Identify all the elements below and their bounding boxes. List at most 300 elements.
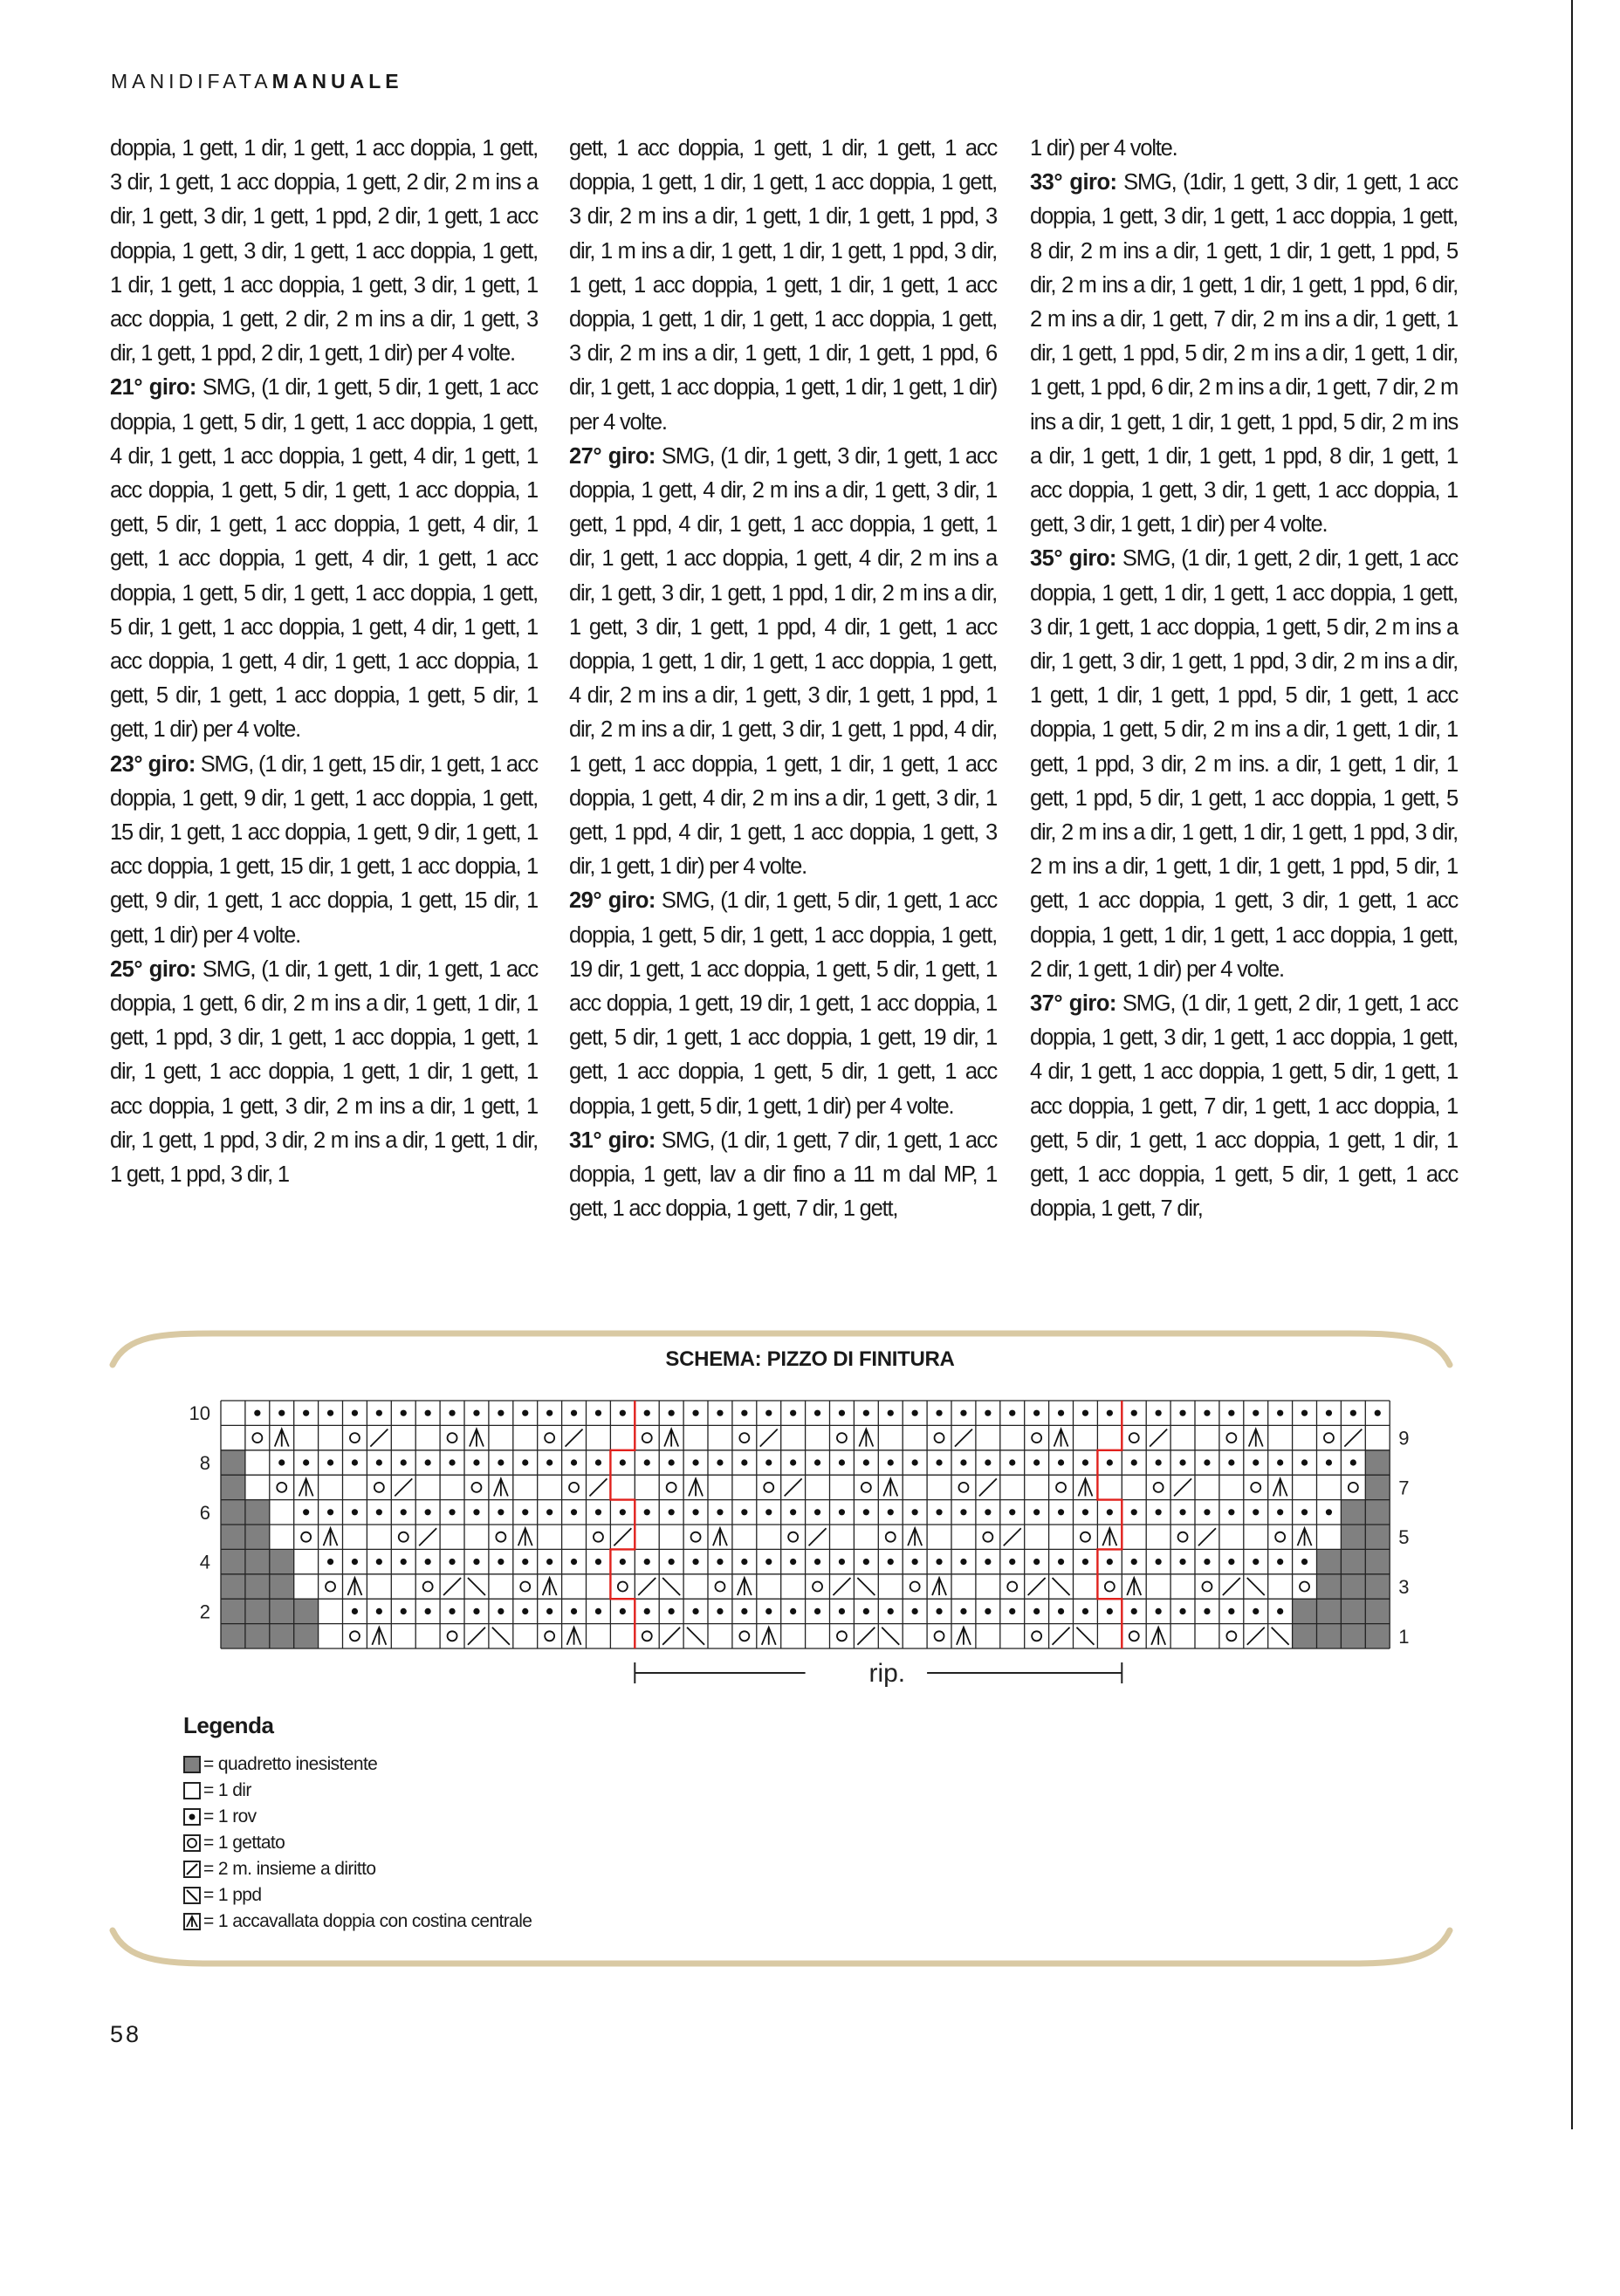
double-decrease-mark [664, 1429, 678, 1447]
purl-dot [1058, 1459, 1064, 1465]
empty-square-icon [183, 1782, 201, 1799]
k2tog-mark [662, 1628, 680, 1645]
k2tog-mark [760, 1429, 778, 1447]
k2tog-mark [443, 1578, 461, 1595]
double-decrease-mark [932, 1578, 946, 1595]
k2tog-mark [955, 1429, 972, 1447]
yarn-over-circle [1349, 1483, 1358, 1492]
purl-dot [936, 1459, 942, 1465]
purl-dot [936, 1410, 942, 1416]
ppd-mark [1247, 1578, 1265, 1595]
purl-dot [717, 1509, 723, 1515]
double-decrease-mark [299, 1478, 313, 1496]
k2tog-mark [1174, 1478, 1191, 1496]
purl-dot [1228, 1410, 1234, 1416]
purl-dot [790, 1559, 796, 1565]
yarn-over-circle [1056, 1483, 1066, 1492]
purl-dot [985, 1410, 991, 1416]
legend-label: = 1 accavallata doppia con costina centrale [203, 1911, 532, 1931]
double-decrease-mark [470, 1429, 484, 1447]
purl-dot [1179, 1459, 1185, 1465]
purl-dot [863, 1410, 869, 1416]
yarn-over-circle [326, 1582, 335, 1592]
yarn-over-circle [1081, 1532, 1090, 1542]
purl-dot [717, 1559, 723, 1565]
ppd-mark [882, 1628, 899, 1645]
purl-dot [401, 1509, 407, 1515]
inexistent-cell [1341, 1549, 1365, 1573]
purl-dot [595, 1459, 601, 1465]
inexistent-cell [221, 1574, 245, 1599]
purl-dot [425, 1608, 431, 1614]
inexistent-cell [1341, 1500, 1365, 1525]
purl-dot [888, 1459, 894, 1465]
purl-dot [912, 1410, 918, 1416]
purl-dot [888, 1410, 894, 1416]
purl-dot [1301, 1459, 1308, 1465]
purl-dot [1033, 1608, 1040, 1614]
legend-label: = 1 ppd [203, 1885, 262, 1905]
row-number: 1 [1398, 1625, 1410, 1648]
yarn-over-circle [1178, 1532, 1188, 1542]
purl-dot [839, 1459, 845, 1465]
purl-dot [741, 1559, 747, 1565]
purl-dot [1082, 1410, 1088, 1416]
purl-dot [1156, 1410, 1162, 1416]
purl-dot [765, 1459, 772, 1465]
yarn-over-circle [594, 1532, 603, 1542]
purl-dot [352, 1410, 358, 1416]
purl-dot [644, 1608, 650, 1614]
purl-dot [546, 1459, 553, 1465]
inexistent-cell [221, 1525, 245, 1549]
inexistent-cell [221, 1450, 245, 1475]
inexistent-cell [1341, 1624, 1365, 1648]
purl-dot [1131, 1608, 1137, 1614]
double-decrease-mark [1249, 1429, 1263, 1447]
yarn-over-circle [350, 1433, 360, 1443]
purl-dot [692, 1509, 698, 1515]
purl-dot [839, 1559, 845, 1565]
legend-item [183, 1830, 532, 1856]
yarn-over-circle [1226, 1631, 1236, 1641]
yarn-over-circle [691, 1532, 701, 1542]
inexistent-cell [1317, 1574, 1342, 1599]
paragraph-text: SMG, (1 dir, 1 gett, 2 dir, 1 gett, 1 acc doppia, 1 gett, 3 dir, 1 gett, 1 acc doppia, 1 gett, 4 dir, 1 gett, 1 acc doppia, 1 gett, 5 dir, 1 gett, 1 acc doppia, 1 gett, 7 dir, 1 gett, 1 acc doppia, 1 gett, 5 dir, 1 gett, 1 acc doppia, 1 gett, 1 dir, 1 gett, 1 acc doppia, 1 gett, 5 dir, 1 gett, 1 acc doppia, 1 gett, 7 dir, [1030, 991, 1458, 1222]
purl-dot [1228, 1559, 1234, 1565]
double-decrease-mark [957, 1628, 971, 1645]
purl-dot [1301, 1509, 1308, 1515]
yarn-over-circle [448, 1631, 457, 1641]
purl-dot [644, 1559, 650, 1565]
purl-dot [303, 1459, 309, 1465]
purl-dot [790, 1608, 796, 1614]
k2tog-mark [638, 1578, 656, 1595]
purl-dot [888, 1608, 894, 1614]
double-decrease-mark [859, 1429, 873, 1447]
k2tog-mark [566, 1429, 583, 1447]
purl-dot [571, 1410, 577, 1416]
yarn-over-circle [983, 1532, 992, 1542]
purl-dot [1204, 1459, 1210, 1465]
purl-dot [1058, 1608, 1064, 1614]
purl-dot [765, 1608, 772, 1614]
double-decrease-square-icon [183, 1913, 201, 1930]
yarn-over-circle [837, 1433, 847, 1443]
purl-dot [960, 1410, 966, 1416]
purl-dot [936, 1559, 942, 1565]
legend-label: = 2 m. insieme a diritto [203, 1859, 376, 1879]
purl-dot [1277, 1459, 1283, 1465]
repeat-label: rip. [868, 1659, 906, 1688]
purl-dot [498, 1559, 504, 1565]
purl-dot [1277, 1608, 1283, 1614]
purl-dot [1009, 1459, 1015, 1465]
yarn-over-circle [958, 1483, 968, 1492]
double-decrease-mark [494, 1478, 508, 1496]
purl-dot [1326, 1509, 1332, 1515]
purl-dot [620, 1459, 626, 1465]
inexistent-cell [221, 1599, 245, 1623]
purl-dot [1253, 1559, 1259, 1565]
legend-label: = 1 gettato [203, 1833, 285, 1853]
inexistent-cell [1341, 1574, 1365, 1599]
yarn-over-circle [1032, 1433, 1041, 1443]
row-number: 4 [199, 1551, 210, 1573]
purl-dot [1350, 1410, 1356, 1416]
purl-dot [669, 1509, 675, 1515]
k2tog-mark [1004, 1528, 1021, 1546]
inexistent-cell [221, 1549, 245, 1573]
purl-dot [669, 1559, 675, 1565]
yarn-over-circle [861, 1483, 871, 1492]
double-decrease-mark [275, 1429, 289, 1447]
legend-item [183, 1751, 532, 1778]
purl-dot [473, 1509, 479, 1515]
yarn-over-circle [471, 1483, 481, 1492]
ppd-mark [492, 1628, 510, 1645]
paragraph-text: SMG, (1dir, 1 gett, 3 dir, 1 gett, 1 acc doppia, 1 gett, 3 dir, 1 gett, 1 acc doppia, 1 gett, 8 dir, 2 m ins a dir, 1 gett, 1 dir, 1 gett, 1 ppd, 5 dir, 2 m ins a dir, 1 gett, 1 dir, 1 gett, 1 ppd, 6 dir, 2 m ins a dir, 1 gett, 7 dir, 2 m ins a dir, 1 gett, 1 dir, 1 gett, 1 ppd, 5 dir, 2 m ins a dir, 1 gett, 1 dir, 1 gett, 1 ppd, 6 dir, 2 m ins a dir, 1 gett, 7 dir, 2 m ins a dir, 1 gett, 1 dir, 1 gett, 1 ppd, 5 dir, 2 m ins a dir, 1 gett, 1 dir, 1 gett, 1 ppd, 8 dir, 1 gett, 1 acc doppia, 1 gett, 3 dir, 1 gett, 1 acc doppia, 1 gett, 3 dir, 1 gett, 1 dir) per 4 volte. [1030, 170, 1458, 538]
purl-dot [790, 1410, 796, 1416]
purl-dot [1131, 1559, 1137, 1565]
purl-dot [960, 1608, 966, 1614]
purl-dot [1253, 1410, 1259, 1416]
purl-dot [449, 1410, 455, 1416]
double-decrease-mark [347, 1578, 361, 1595]
yarn-over-circle [1300, 1582, 1309, 1592]
purl-dot [839, 1608, 845, 1614]
paragraph-text: 1 dir) per 4 volte. [1030, 136, 1177, 161]
inexistent-cell [245, 1574, 270, 1599]
inexistent-cell [1365, 1624, 1390, 1648]
yarn-over-circle [739, 1433, 749, 1443]
purl-dot [912, 1608, 918, 1614]
purl-dot [863, 1459, 869, 1465]
purl-dot [620, 1410, 626, 1416]
purl-dot [1033, 1410, 1040, 1416]
purl-dot [692, 1559, 698, 1565]
purl-dot [765, 1410, 772, 1416]
purl-dot [1107, 1410, 1113, 1416]
paragraph-text: doppia, 1 gett, 1 dir, 1 gett, 1 acc doppia, 1 gett, 3 dir, 1 gett, 1 acc doppia, 1 gett, 2 dir, 2 m ins a dir, 1 gett, 3 dir, 1 gett, 1 ppd, 2 dir, 1 gett, 1 acc doppia, 1 gett, 3 dir, 1 gett, 1 acc doppia, 1 gett, 1 dir, 1 gett, 1 acc doppia, 1 gett, 3 dir, 1 gett, 1 acc doppia, 1 gett, 2 dir, 2 m ins a dir, 1 gett, 3 dir, 1 gett, 1 ppd, 2 dir, 1 gett, 1 dir) per 4 volte. [110, 136, 538, 367]
purl-dot [985, 1509, 991, 1515]
purl-dot [546, 1509, 553, 1515]
paragraph-text: SMG, (1 dir, 1 gett, 15 dir, 1 gett, 1 acc doppia, 1 gett, 9 dir, 1 gett, 1 acc doppia, 1 gett, 15 dir, 1 gett, 1 acc doppia, 1 gett, 9 dir, 1 gett, 1 acc doppia, 1 gett, 15 dir, 1 gett, 1 acc doppia, 1 gett, 9 dir, 1 gett, 1 acc doppia, 1 gett, 15 dir, 1 gett, 1 dir) per 4 volte. [110, 751, 538, 948]
double-decrease-mark [1127, 1578, 1141, 1595]
k2tog-mark [809, 1528, 827, 1546]
purl-dot [571, 1459, 577, 1465]
purl-dot [644, 1509, 650, 1515]
k2tog-mark [419, 1528, 436, 1546]
inexistent-cell [1365, 1500, 1390, 1525]
inexistent-cell [294, 1624, 319, 1648]
purl-dot [498, 1608, 504, 1614]
inexistent-cell [245, 1624, 270, 1648]
purl-dot [522, 1459, 528, 1465]
purl-dot [765, 1559, 772, 1565]
double-decrease-mark [543, 1578, 557, 1595]
row-number: 3 [1398, 1575, 1410, 1598]
purl-dot [1156, 1509, 1162, 1515]
purl-dot [401, 1608, 407, 1614]
purl-dot [1204, 1509, 1210, 1515]
yarn-over-circle [886, 1532, 896, 1542]
purl-dot [1009, 1410, 1015, 1416]
purl-dot [449, 1559, 455, 1565]
inexistent-cell [1365, 1549, 1390, 1573]
k2tog-mark [785, 1478, 802, 1496]
yarn-over-circle [545, 1433, 554, 1443]
purl-dot [1131, 1410, 1137, 1416]
round-heading: 33° giro: [1030, 170, 1117, 195]
paragraph-text: SMG, (1 dir, 1 gett, 7 dir, 1 gett, 1 acc doppia, 1 gett, lav a dir fino a 11 m dal MP, 1 gett, 1 acc doppia, 1 gett, 7 dir, 1 gett, [569, 1127, 997, 1222]
purl-dot [1082, 1509, 1088, 1515]
yarn-over-circle [448, 1433, 457, 1443]
purl-dot [1228, 1459, 1234, 1465]
purl-dot [1107, 1608, 1113, 1614]
double-decrease-mark [1078, 1478, 1092, 1496]
purl-dot [401, 1459, 407, 1465]
purl-dot [546, 1559, 553, 1565]
purl-dot [595, 1608, 601, 1614]
purl-dot [1082, 1459, 1088, 1465]
inexistent-cell [270, 1574, 294, 1599]
purl-dot [401, 1559, 407, 1565]
ppd-mark [662, 1578, 680, 1595]
purl-dot [376, 1410, 382, 1416]
purl-dot [960, 1459, 966, 1465]
purl-dot [669, 1410, 675, 1416]
purl-dot [669, 1608, 675, 1614]
purl-dot [863, 1559, 869, 1565]
purl-dot [1131, 1459, 1137, 1465]
legend-item [183, 1778, 532, 1804]
double-decrease-mark [762, 1628, 776, 1645]
purl-dot [1082, 1608, 1088, 1614]
purl-dot [1179, 1559, 1185, 1565]
k2tog-mark [1028, 1578, 1046, 1595]
purl-dot [352, 1559, 358, 1565]
purl-dot [449, 1459, 455, 1465]
double-decrease-mark [1273, 1478, 1287, 1496]
purl-dot [1277, 1509, 1283, 1515]
purl-dot [278, 1410, 285, 1416]
inexistent-cell [1365, 1475, 1390, 1499]
legend-label: = 1 dir [203, 1780, 251, 1800]
ppd-mark [1272, 1628, 1289, 1645]
k2tog-mark [1344, 1429, 1362, 1447]
k2tog-mark [589, 1478, 607, 1496]
purl-dot [741, 1459, 747, 1465]
legend-label: = 1 rov [203, 1806, 257, 1827]
yarn-over-circle [910, 1582, 920, 1592]
purl-dot [717, 1459, 723, 1465]
purl-dot [1033, 1559, 1040, 1565]
purl-dot [1277, 1559, 1283, 1565]
paragraph-text: SMG, (1 dir, 1 gett, 1 dir, 1 gett, 1 acc doppia, 1 gett, 6 dir, 2 m ins a dir, 1 gett, 1 dir, 1 gett, 1 ppd, 3 dir, 1 gett, 1 acc doppia, 1 gett, 1 dir, 1 gett, 1 acc doppia, 1 gett, 1 dir, 1 gett, 1 acc doppia, 1 gett, 3 dir, 2 m ins a dir, 1 gett, 1 dir, 1 gett, 1 ppd, 3 dir, 2 m ins a dir, 1 gett, 1 dir, 1 gett, 1 ppd, 3 dir, 1 [110, 956, 538, 1188]
k2tog-mark [370, 1429, 388, 1447]
double-decrease-mark [1054, 1429, 1068, 1447]
purl-dot [352, 1608, 358, 1614]
purl-dot [473, 1559, 479, 1565]
inexistent-cell [245, 1549, 270, 1573]
purl-dot [741, 1410, 747, 1416]
inexistent-cell [1317, 1599, 1342, 1623]
k2tog-mark [1198, 1528, 1216, 1546]
yarn-over-circle [252, 1433, 262, 1443]
purl-dot [1301, 1410, 1308, 1416]
purl-dot [1009, 1559, 1015, 1565]
purl-dot [1107, 1459, 1113, 1465]
purl-dot [425, 1509, 431, 1515]
paragraph-text: SMG, (1 dir, 1 gett, 2 dir, 1 gett, 1 acc doppia, 1 gett, 1 dir, 1 gett, 1 acc doppia, 1 gett, 3 dir, 1 gett, 1 acc doppia, 1 gett, 5 dir, 2 m ins a dir, 1 gett, 3 dir, 1 gett, 1 ppd, 3 dir, 2 m ins a dir, 1 gett, 1 dir, 1 gett, 1 ppd, 5 dir, 1 gett, 1 acc doppia, 1 gett, 5 dir, 2 m ins a dir, 1 gett, 1 dir, 1 gett, 1 ppd, 3 dir, 2 m ins. a dir, 1 gett, 1 dir, 1 gett, 1 ppd, 5 dir, 1 gett, 1 acc doppia, 1 gett, 5 dir, 2 m ins a dir, 1 gett, 1 dir, 1 gett, 1 ppd, 3 dir, 2 m ins a dir, 1 gett, 1 dir, 1 gett, 1 ppd, 5 dir, 1 gett, 1 acc doppia, 1 gett, 3 dir, 1 gett, 1 acc doppia, 1 gett, 1 dir, 1 gett, 1 acc doppia, 1 gett, 2 dir, 1 gett, 1 dir) per 4 volte. [1030, 546, 1458, 982]
purl-dot [1204, 1608, 1210, 1614]
purl-dot [814, 1459, 820, 1465]
inexistent-cell [1365, 1574, 1390, 1599]
purl-dot [960, 1509, 966, 1515]
purl-dot [327, 1509, 333, 1515]
yarn-over-circle [739, 1631, 749, 1641]
k2tog-mark [1223, 1578, 1240, 1595]
purl-dot [985, 1559, 991, 1565]
purl-dot [571, 1509, 577, 1515]
schema-title: SCHEMA: PIZZO DI FINITURA [665, 1347, 955, 1371]
slash-square-icon [183, 1861, 201, 1878]
purl-dot [1082, 1559, 1088, 1565]
purl-dot [522, 1509, 528, 1515]
purl-dot [741, 1509, 747, 1515]
purl-dot [522, 1559, 528, 1565]
purl-dot [1253, 1608, 1259, 1614]
yarn-over-circle [837, 1631, 847, 1641]
purl-dot [814, 1509, 820, 1515]
purl-dot [1301, 1559, 1308, 1565]
k2tog-mark [833, 1578, 850, 1595]
yarn-over-circle [569, 1483, 579, 1492]
header-brand: MANIDIFATA [111, 70, 272, 93]
purl-dot [936, 1608, 942, 1614]
purl-dot [912, 1559, 918, 1565]
yarn-over-circle [642, 1433, 652, 1443]
purl-dot [1058, 1509, 1064, 1515]
row-number: 9 [1398, 1427, 1410, 1450]
row-number: 2 [199, 1600, 210, 1623]
purl-dot [595, 1559, 601, 1565]
purl-dot [717, 1410, 723, 1416]
double-decrease-mark [713, 1528, 727, 1546]
yarn-over-circle [1032, 1631, 1041, 1641]
purl-dot [1107, 1559, 1113, 1565]
purl-dot [644, 1459, 650, 1465]
purl-dot [1033, 1509, 1040, 1515]
purl-dot [985, 1608, 991, 1614]
row-number: 6 [199, 1501, 210, 1524]
purl-dot [863, 1509, 869, 1515]
row-number: 10 [189, 1402, 210, 1425]
double-decrease-mark [883, 1478, 897, 1496]
purl-dot [1058, 1559, 1064, 1565]
yarn-over-circle [1324, 1433, 1334, 1443]
double-decrease-mark [518, 1528, 532, 1546]
yarn-over-circle [1129, 1631, 1139, 1641]
purl-dot [1204, 1410, 1210, 1416]
purl-dot [1375, 1410, 1381, 1416]
purl-dot [1179, 1410, 1185, 1416]
purl-dot [473, 1459, 479, 1465]
purl-dot [936, 1509, 942, 1515]
purl-dot [1058, 1410, 1064, 1416]
yarn-over-circle [618, 1582, 628, 1592]
k2tog-mark [1053, 1628, 1070, 1645]
paragraph-text: SMG, (1 dir, 1 gett, 5 dir, 1 gett, 1 acc doppia, 1 gett, 5 dir, 1 gett, 1 acc doppia, 1 gett, 4 dir, 1 gett, 1 acc doppia, 1 gett, 4 dir, 1 gett, 1 acc doppia, 1 gett, 5 dir, 1 gett, 1 acc doppia, 1 gett, 5 dir, 1 gett, 1 acc doppia, 1 gett, 4 dir, 1 gett, 1 acc doppia, 1 gett, 4 dir, 1 gett, 1 acc doppia, 1 gett, 5 dir, 1 gett, 1 acc doppia, 1 gett, 5 dir, 1 gett, 1 acc doppia, 1 gett, 4 dir, 1 gett, 1 acc doppia, 1 gett, 4 dir, 1 gett, 1 acc doppia, 1 gett, 5 dir, 1 gett, 1 acc doppia, 1 gett, 5 dir, 1 gett, 1 dir) per 4 volte. [110, 375, 538, 743]
yarn-over-circle [935, 1433, 944, 1443]
circle-square-icon [183, 1834, 201, 1852]
inexistent-cell [1341, 1599, 1365, 1623]
round-heading: 29° giro: [569, 888, 656, 914]
double-decrease-mark [689, 1478, 703, 1496]
k2tog-mark [614, 1528, 631, 1546]
purl-dot [254, 1410, 260, 1416]
purl-dot [1131, 1509, 1137, 1515]
purl-dot [425, 1410, 431, 1416]
paragraph-text: SMG, (1 dir, 1 gett, 3 dir, 1 gett, 1 acc doppia, 1 gett, 4 dir, 2 m ins a dir, 1 gett, 3 dir, 1 gett, 1 ppd, 4 dir, 1 gett, 1 acc doppia, 1 gett, 1 dir, 1 gett, 1 acc doppia, 1 gett, 4 dir, 2 m ins a dir, 1 gett, 3 dir, 1 gett, 1 ppd, 1 dir, 2 m ins a dir, 1 gett, 3 dir, 1 gett, 1 ppd, 4 dir, 1 gett, 1 acc doppia, 1 gett, 1 dir, 1 gett, 1 acc doppia, 1 gett, 4 dir, 2 m ins a dir, 1 gett, 3 dir, 1 gett, 1 ppd, 1 dir, 2 m ins a dir, 1 gett, 3 dir, 1 gett, 1 ppd, 4 dir, 1 gett, 1 acc doppia, 1 gett, 1 dir, 1 gett, 1 acc doppia, 1 gett, 4 dir, 2 m ins a dir, 1 gett, 3 dir, 1 gett, 1 ppd, 4 dir, 1 gett, 1 acc doppia, 1 gett, 3 dir, 1 gett, 1 dir) per 4 volte. [569, 443, 997, 880]
purl-dot [912, 1509, 918, 1515]
purl-dot [327, 1410, 333, 1416]
yarn-over-circle [1129, 1433, 1139, 1443]
k2tog-mark [395, 1478, 412, 1496]
round-heading: 23° giro: [110, 751, 196, 777]
purl-dot [839, 1509, 845, 1515]
purl-dot [814, 1608, 820, 1614]
yarn-over-circle [423, 1582, 433, 1592]
inexistent-cell [1365, 1450, 1390, 1475]
ppd-mark [687, 1628, 704, 1645]
row-number: 8 [199, 1451, 210, 1474]
inexistent-cell [1365, 1599, 1390, 1623]
yarn-over-circle [1226, 1433, 1236, 1443]
inexistent-cell [221, 1475, 245, 1499]
inexistent-cell [1293, 1624, 1317, 1648]
purl-dot [352, 1509, 358, 1515]
purl-dot [595, 1509, 601, 1515]
purl-dot [1179, 1509, 1185, 1515]
round-heading: 25° giro: [110, 956, 196, 982]
k2tog-mark [1150, 1429, 1167, 1447]
inexistent-cell [1365, 1525, 1390, 1549]
purl-dot [1277, 1410, 1283, 1416]
purl-dot [1107, 1509, 1113, 1515]
purl-dot [620, 1559, 626, 1565]
